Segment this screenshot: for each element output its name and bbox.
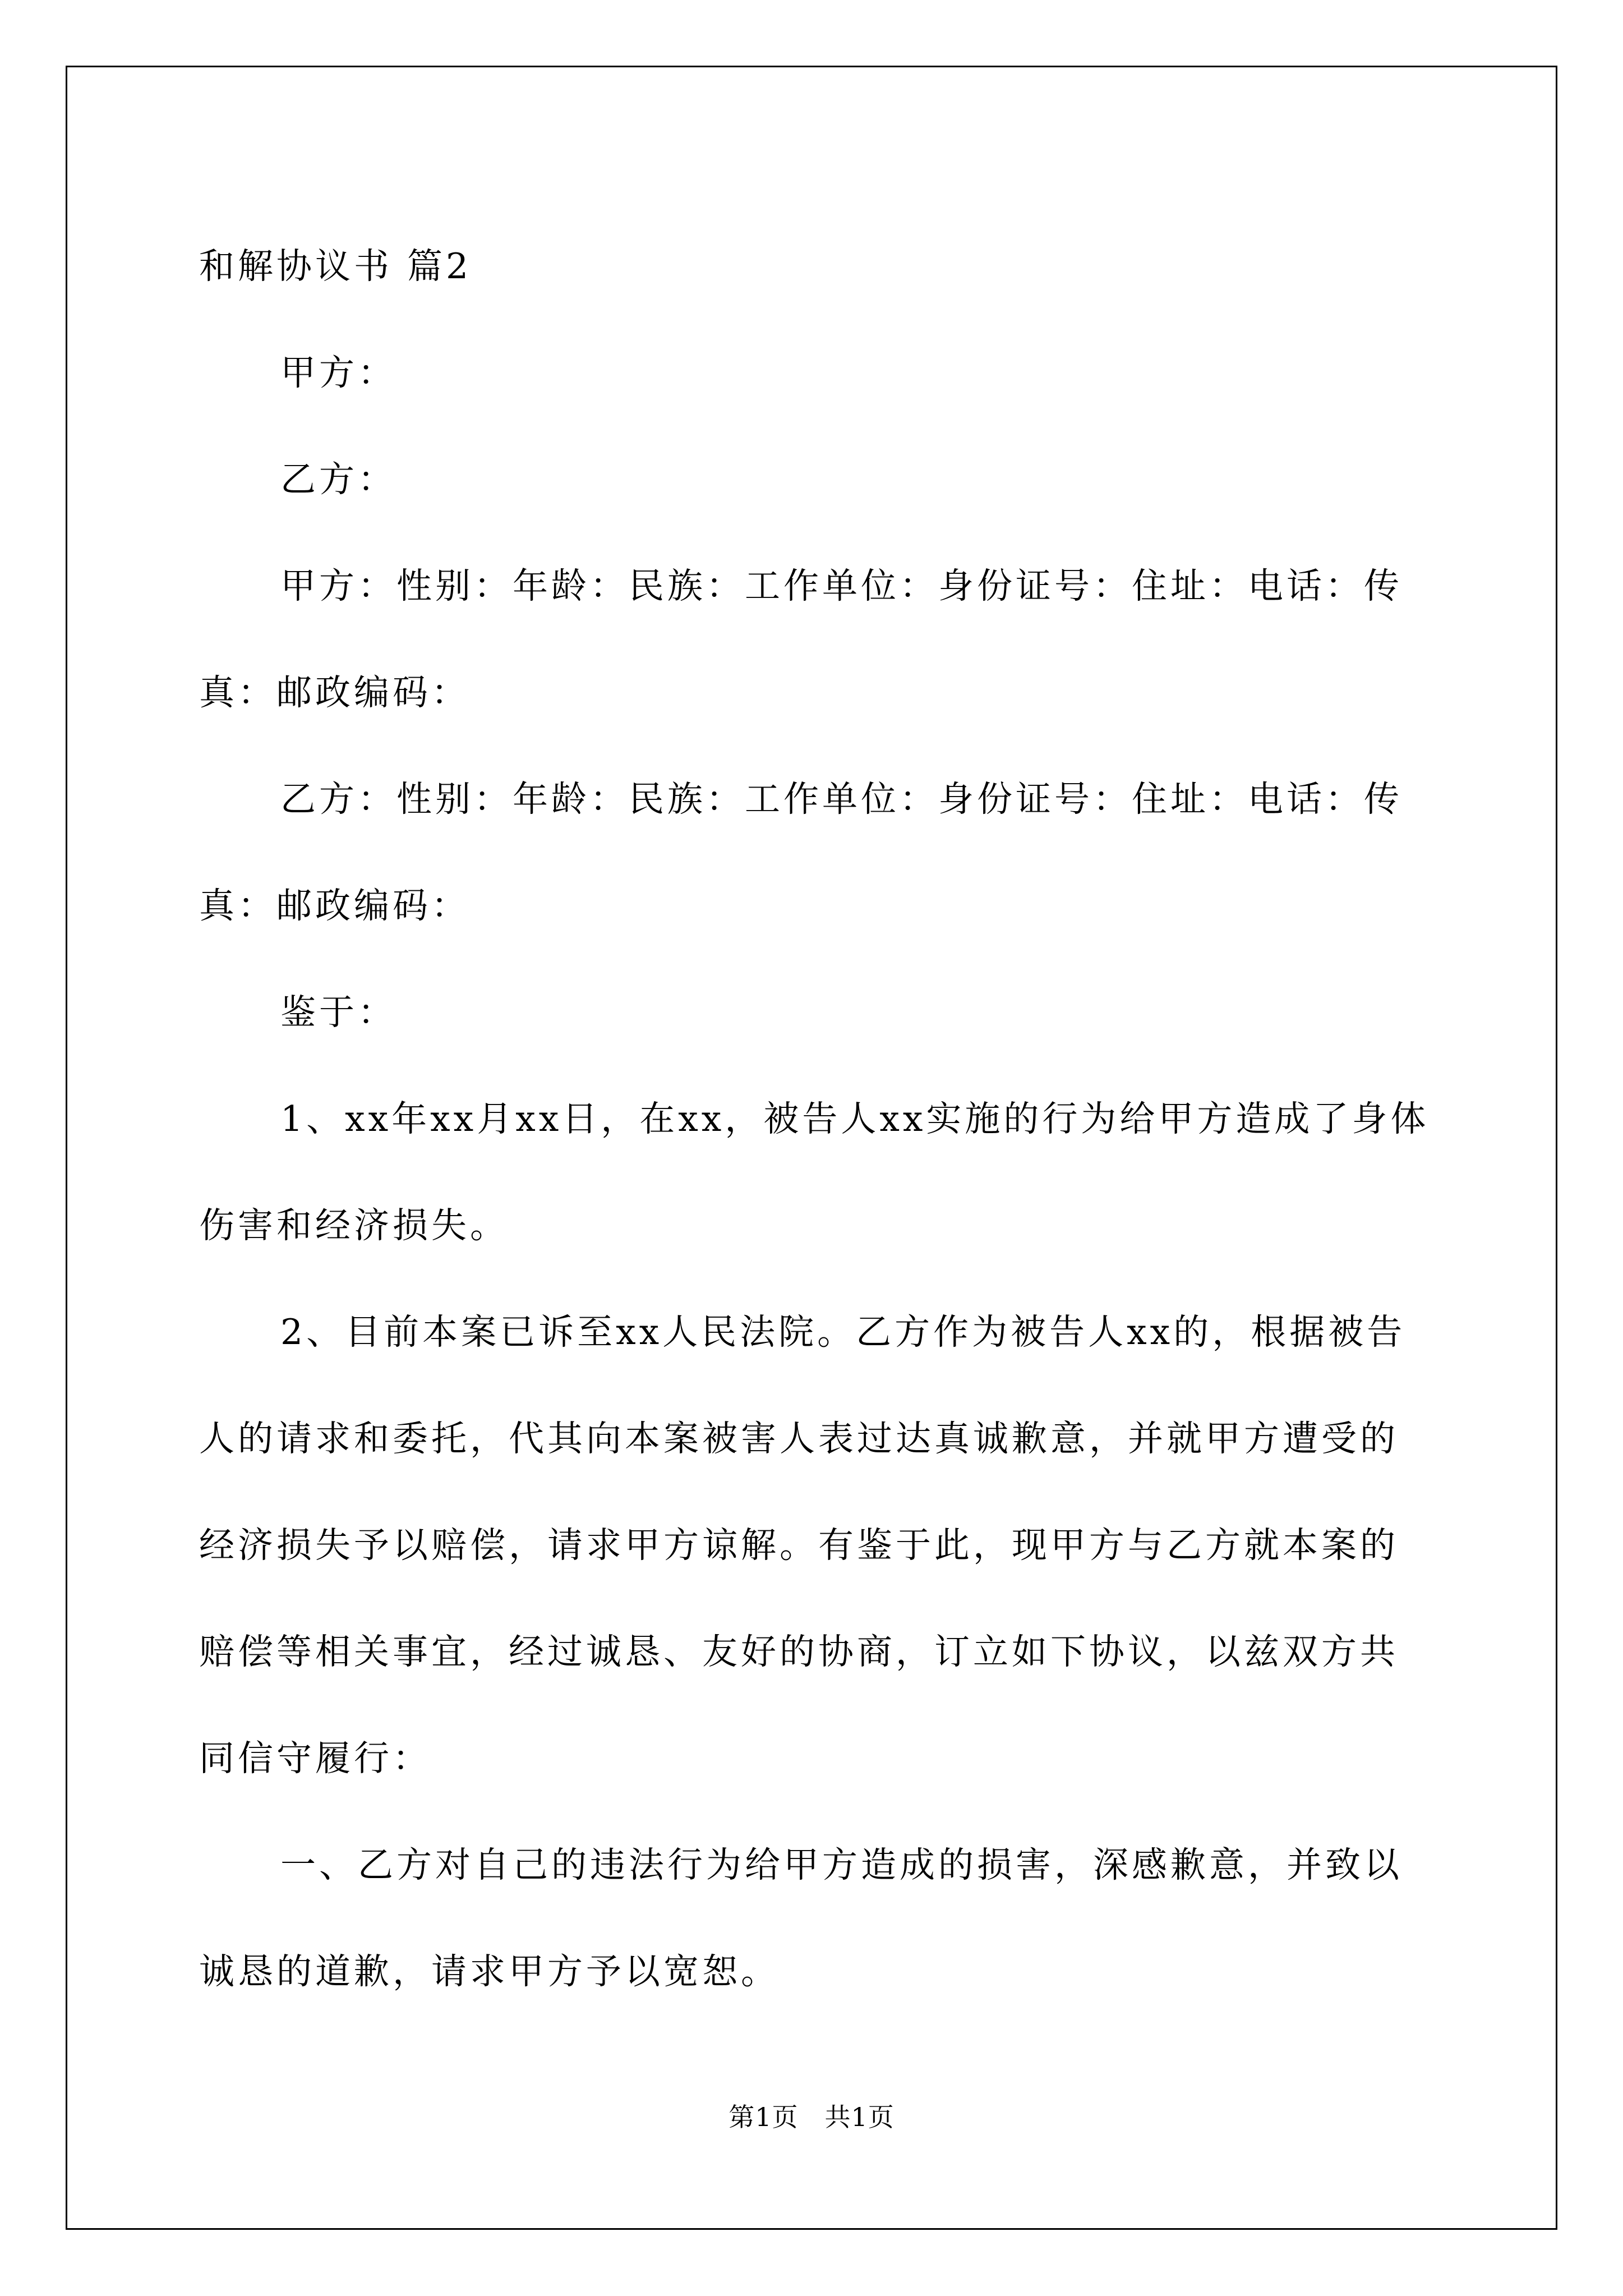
paragraph-clause-1: 1、xx年xx月xx日，在xx，被告人xx实施的行为给甲方造成了身体伤害和经济损失。 — [199, 1098, 1430, 1246]
paragraph-party-a: 甲方： — [280, 352, 396, 393]
paragraph-article-1: 一、乙方对自己的违法行为给甲方造成的损害，深感歉意，并致以诚恳的道歉，请求甲方予以宽恕。 — [199, 1844, 1403, 1992]
paragraph-party-b-details: 乙方：性别：年龄：民族：工作单位：身份证号：住址：电话：传真：邮政编码： — [199, 779, 1403, 926]
page-footer: 第1页 共1页 — [728, 2102, 895, 2132]
paragraph-party-a-details: 甲方：性别：年龄：民族：工作单位：身份证号：住址：电话：传真：邮政编码： — [199, 565, 1403, 713]
document-body — [199, 213, 1433, 2025]
paragraph-party-b: 乙方： — [280, 459, 396, 500]
document-title: 和解协议书 篇2 — [199, 246, 472, 287]
paragraph-whereas: 鉴于： — [280, 992, 396, 1033]
paragraph-clause-2: 2、目前本案已诉至xx人民法院。乙方作为被告人xx的，根据被告人的请求和委托，代其向本案被害人表过达真诚歉意，并就甲方遭受的经济损失予以赔偿，请求甲方谅解。有鉴于此，现甲方与乙方就本案的赔偿等相关事宜，经过诚恳、友好的协商，订立如下协议，以兹双方共同信守履行： — [199, 1312, 1406, 1779]
